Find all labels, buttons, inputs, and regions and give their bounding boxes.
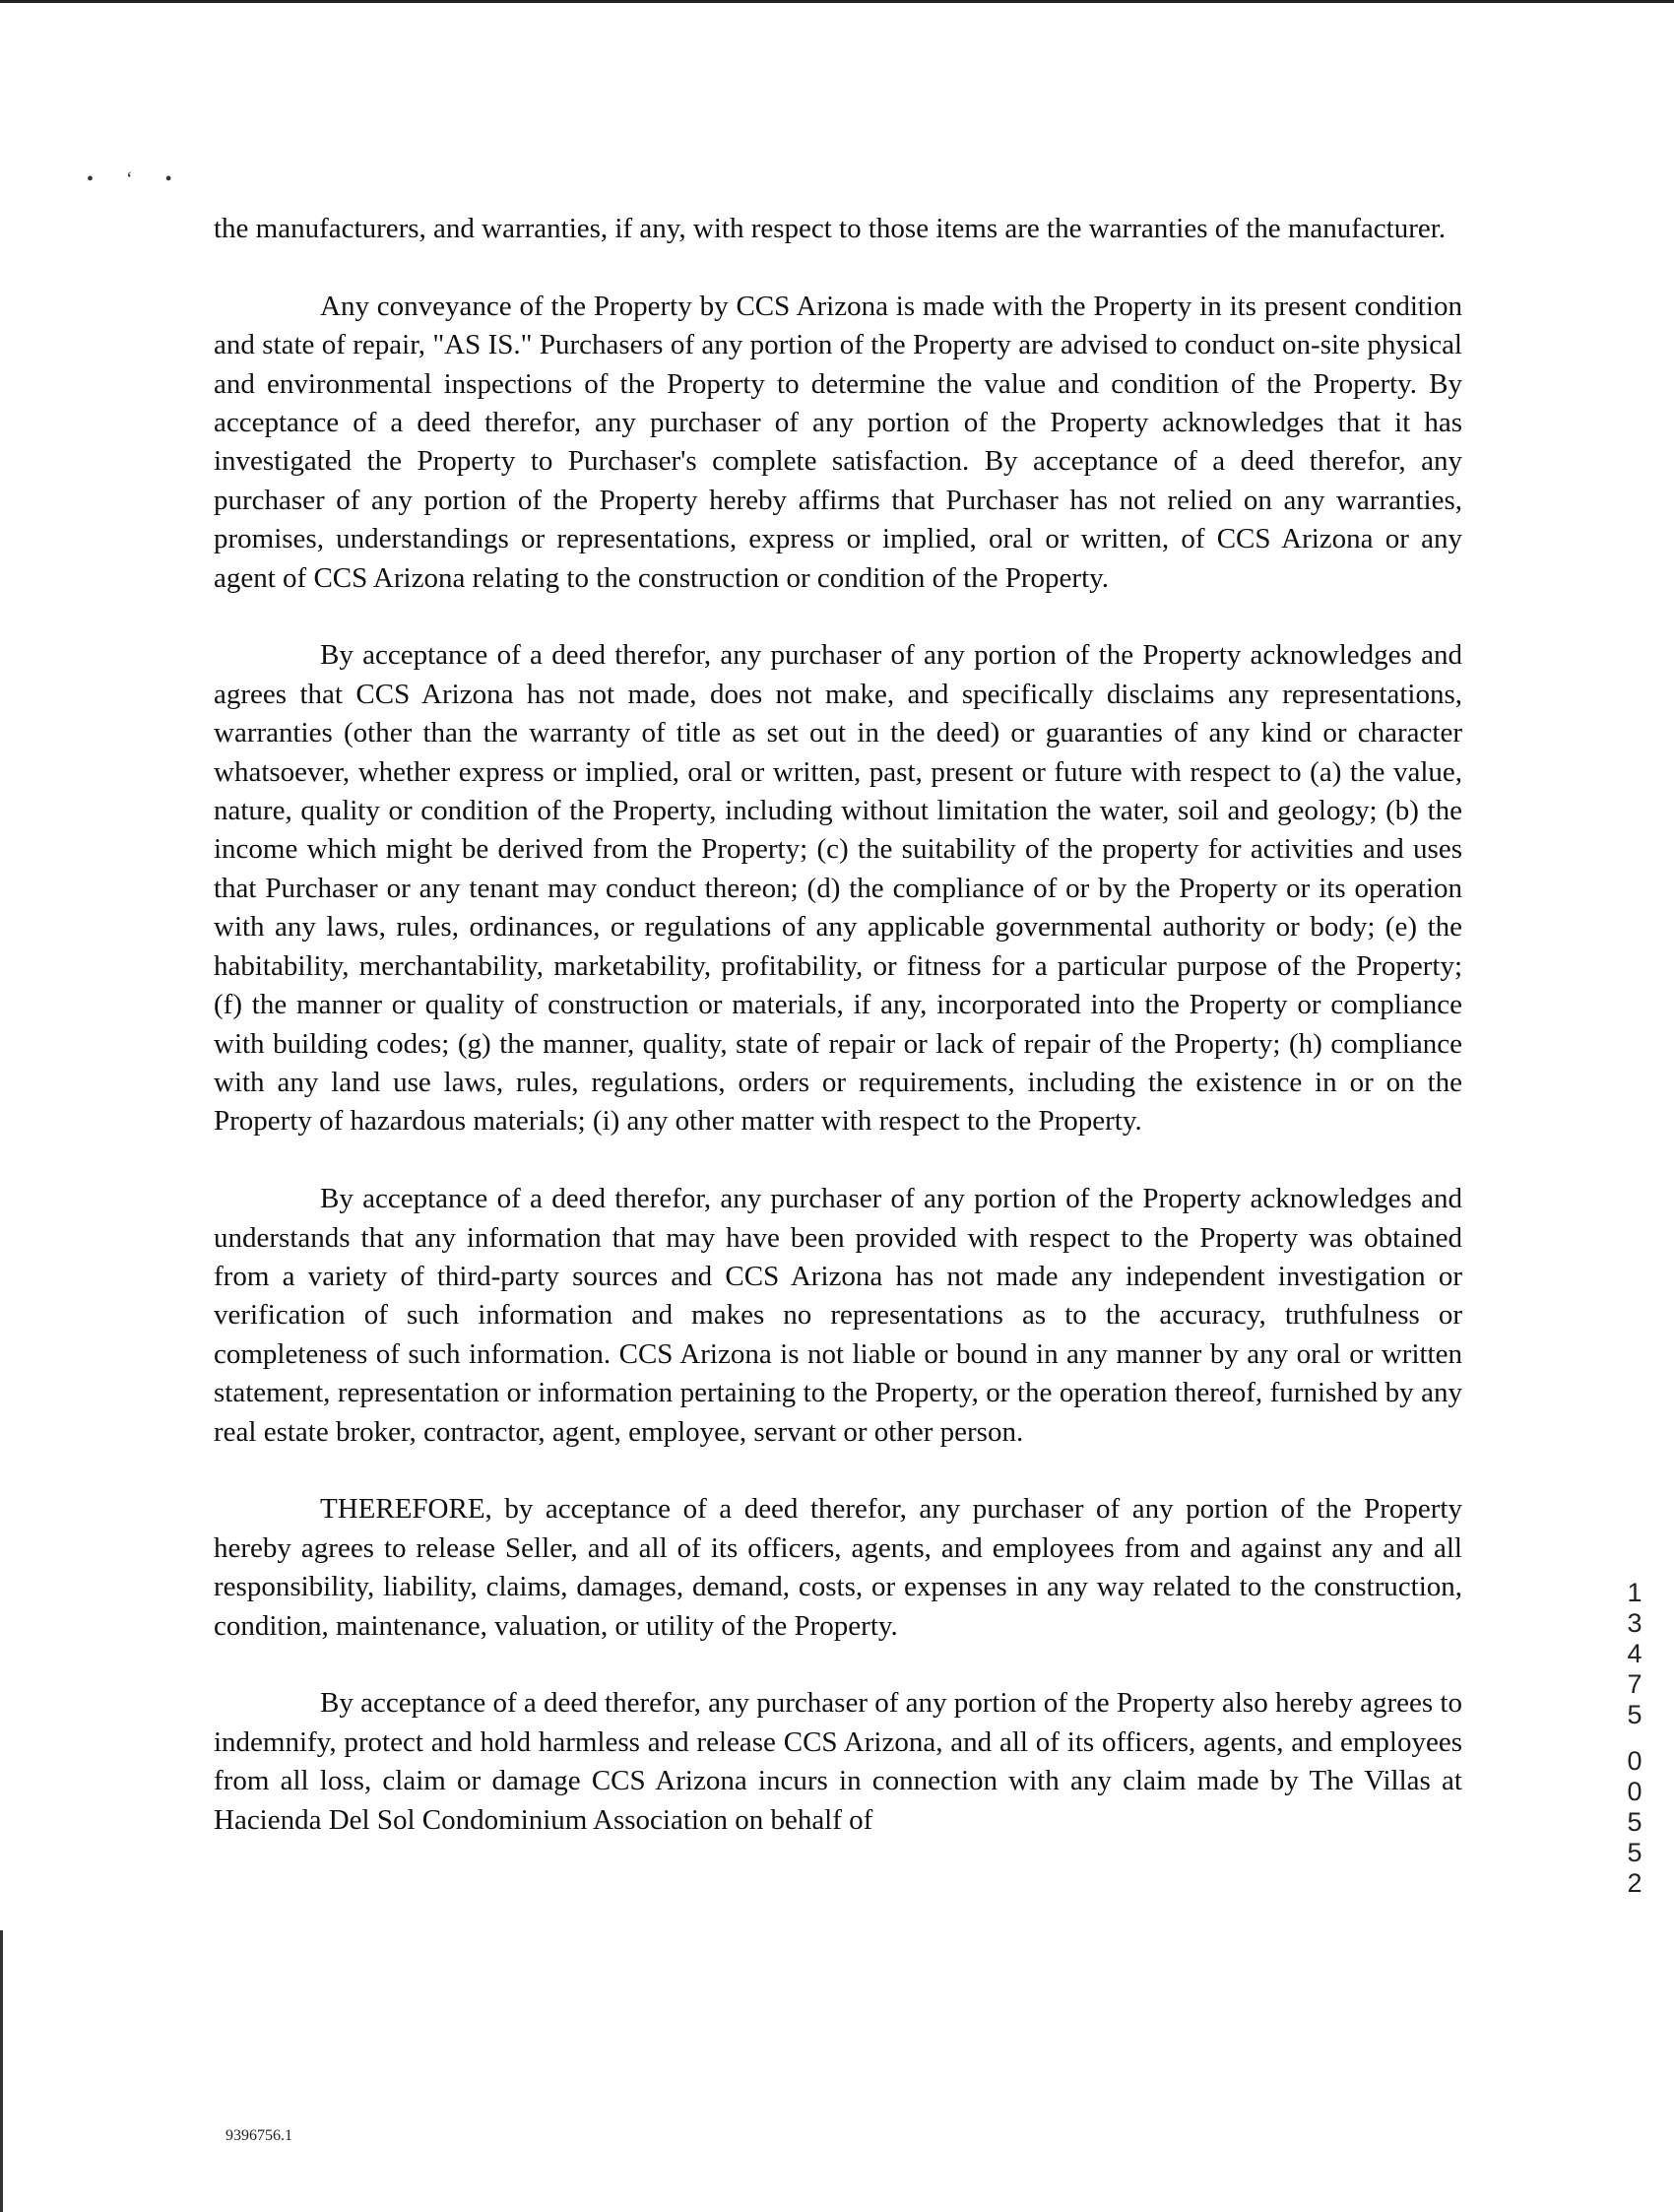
scan-left-edge: [0, 1930, 3, 2212]
paragraph-disclaimer: By acceptance of a deed therefor, any purchaser of any portion of the Property acknowledges and agrees that CCS Arizona has not made, does not make, and specifically disclaims any representations, warranties (other than the warranty of title as set out in the deed) or guaranties of any kind or character whatsoever, whether express or implied, oral or written, past, present or future with respect to (a) the value, nature, quality or condition of the Property, including without limitation the water, soil and geology; (b) the income which might be derived from the Property; (c) the suitability of the property for activities and uses that Purchaser or any tenant may conduct thereon; (d) the compliance of or by the Property or its operation with any laws, rules, ordinances, or regulations of any applicable governmental authority or body; (e) the habitability, merchantability, marketability, profitability, or fitness for a particular purpose of the Property; (f) the manner or quality of construction or materials, if any, incorporated into the Property or compliance with building codes; (g) the manner, quality, state of repair or lack of repair of the Property; (h) compliance with any land use laws, rules, regulations, orders or requirements, including the existence in or on the Property of hazardous materials; (i) any other matter with respect to the Property.: [214, 639, 1462, 1138]
paragraph-continuation: the manufacturers, and warranties, if any, with respect to those items are the warranties of the manufacturer.: [214, 213, 1447, 244]
paragraph-as-is: Any conveyance of the Property by CCS Arizona is made with the Property in its present condition and state of repair, "AS IS." Purchasers of any portion of the Property are advised to conduct on-site physical and environmental inspections of the Property to determine the value and condition of the Property. By acceptance of a deed therefor, any purchaser of any portion of the Property acknowledges that it has investigated the Property to Purchaser's complete satisfaction. By acceptance of a deed therefor, any purchaser of any portion of the Property hereby affirms that Purchaser has not relied on any warranties, promises, understandings or representations, express or implied, oral or written, of CCS Arizona or any agent of CCS Arizona relating to the construction or condition of the Property.: [214, 290, 1462, 594]
scan-specks: • ‘ •: [87, 168, 186, 190]
stamp-number-bottom: 00552: [1627, 1746, 1642, 1898]
recording-stamp-number: [1623, 1578, 1646, 1899]
document-body: [214, 210, 1462, 1878]
footer-document-id: 9396756.1: [225, 2127, 292, 2144]
paragraph-release: THEREFORE, by acceptance of a deed therefor, any purchaser of any portion of the Property hereby agrees to release Seller, and all of its officers, agents, and employees from and against any and all responsibility, liability, claims, damages, demand, costs, or expenses in any way related to the construction, condition, maintenance, valuation, or utility of the Property.: [214, 1493, 1462, 1642]
paragraph-information: By acceptance of a deed therefor, any purchaser of any portion of the Property acknowledges and understands that any information that may have been provided with respect to the Property was obtained from a variety of third-party sources and CCS Arizona has not made any independent investigation or verification of such information and makes no representations as to the accuracy, truthfulness or completeness of such information. CCS Arizona is not liable or bound in any manner by any oral or written statement, representation or information pertaining to the Property, or the operation thereof, furnished by any real estate broker, contractor, agent, employee, servant or other person.: [214, 1183, 1462, 1448]
stamp-number-top: 13475: [1627, 1578, 1642, 1729]
stamp-gap: [1623, 1730, 1646, 1746]
top-edge-rule: [0, 0, 1674, 3]
paragraph-indemnify: By acceptance of a deed therefor, any purchaser of any portion of the Property also hereby agrees to indemnify, protect and hold harmless and release CCS Arizona, and all of its officers, agents, and employees from all loss, claim or damage CCS Arizona incurs in connection with any claim made by The Villas at Hacienda Del Sol Condominium Association on behalf of: [214, 1687, 1462, 1836]
